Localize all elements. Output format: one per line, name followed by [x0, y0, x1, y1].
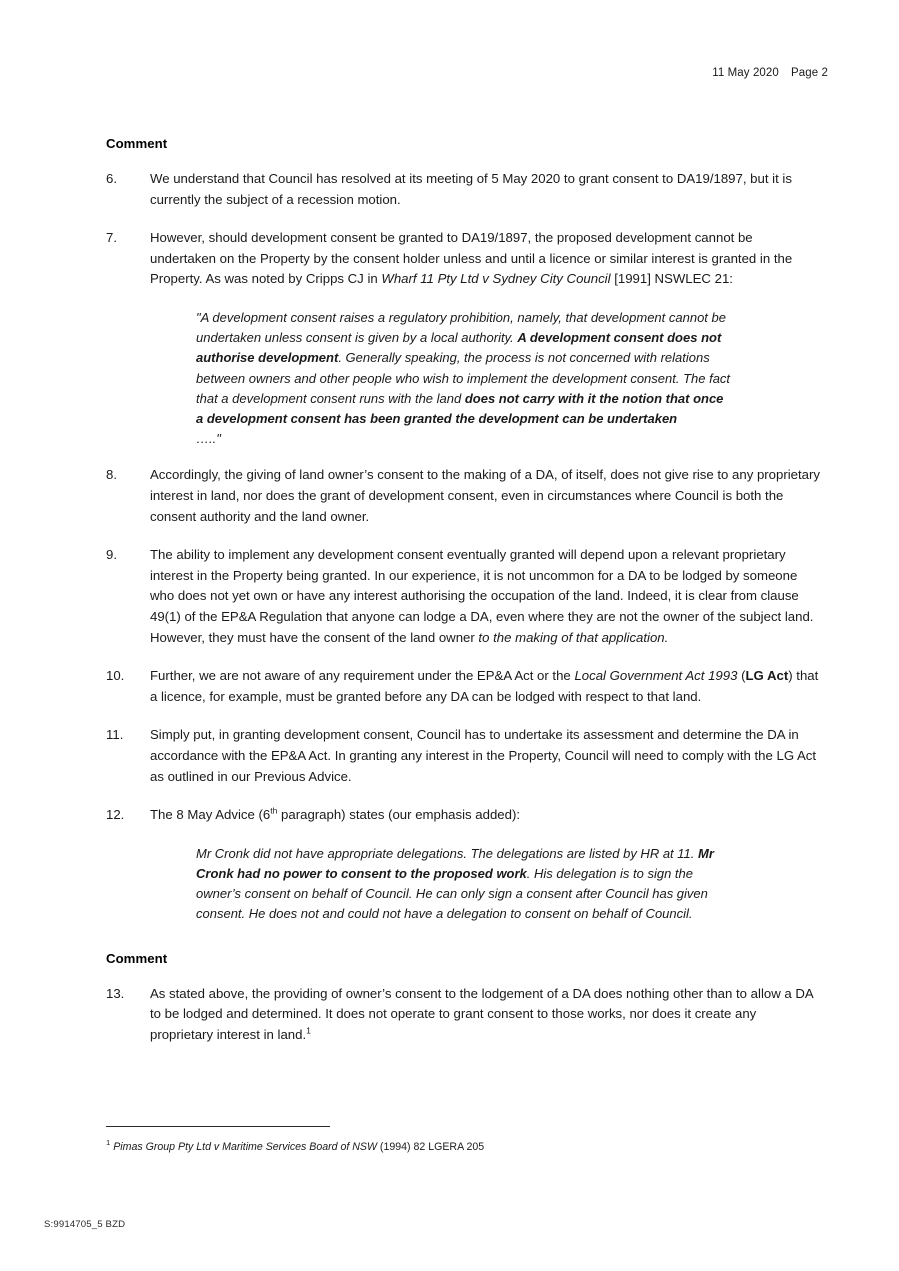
defined-term-lg-act: LG Act: [745, 668, 789, 684]
paragraph-emphasis: to the making of that application.: [478, 629, 669, 645]
quote-tail: . His delegation is to sign the owner’s consent on behalf of Council. He can only sign a consent after Council has given consent. He does not and could not have a delegation to consent on behalf of Council.: [196, 865, 708, 922]
paragraph-text-trail: paragraph) states (our emphasis added):: [277, 807, 521, 823]
quote-emphasis-2: does not carry with it the notion that once a development consent has been granted the development can be undertaken: [196, 390, 724, 426]
footnote-case-name: Pimas Group Pty Ltd v Maritime Services Board of NSW: [113, 1141, 377, 1153]
paragraph-text: [150, 805, 820, 826]
paragraph-text: [150, 984, 820, 1046]
paragraph-9: [106, 545, 820, 648]
paragraph-8: [106, 465, 820, 527]
section-heading-comment-1: Comment: [106, 136, 168, 151]
paragraph-number: 7.: [106, 230, 117, 246]
act-citation-lg-act: Local Government Act 1993: [574, 668, 738, 684]
blockquote-wharf: [196, 308, 732, 449]
document-reference-footer: S:9914705_5 BZD: [44, 1219, 126, 1230]
header-date: 11 May 2020: [712, 67, 779, 79]
case-citation-wharf: Wharf 11 Pty Ltd v Sydney City Council: [381, 271, 611, 287]
paragraph-text-lead: Further, we are not aware of any requirement under the EP&A Act or the: [150, 668, 575, 684]
footnote-reference-marker: 1: [306, 1025, 311, 1036]
quote-middle: . Generally speaking, the process is not concerned with relations between owners and other people who wish to implement the development consent. The fact that a development consent runs with the land: [196, 350, 731, 406]
paragraph-number: 9.: [106, 547, 117, 563]
document-body: [106, 136, 820, 1063]
header-page-number: Page 2: [790, 67, 828, 79]
paragraph-number: 12.: [106, 807, 125, 823]
quote-emphasis-1: A development consent does not authorise development: [196, 330, 722, 366]
paragraph-text-lead: The 8 May Advice (6: [150, 807, 271, 823]
paragraph-7: [106, 228, 820, 290]
quote-open: Mr Cronk did not have appropriate delegations. The delegations are listed by HR at 11.: [196, 845, 698, 861]
blockquote-text: [196, 308, 732, 449]
paragraph-number: 11.: [106, 727, 124, 743]
footnote-citation: (1994) 82 LGERA 205: [376, 1141, 485, 1153]
paragraph-text: [150, 666, 820, 707]
paragraph-number: 10.: [106, 668, 125, 684]
blockquote-text: [196, 844, 732, 925]
page-header: [699, 55, 828, 91]
section-heading-comment-2: Comment: [106, 950, 168, 966]
paragraph-text-lead: As stated above, the providing of owner’s consent to the lodgement of a DA does nothing other than to allow a DA to be lodged and determined. It does not operate to grant consent to those works, nor does it create any proprietary interest in land.: [150, 985, 813, 1042]
paragraph-6: [106, 169, 820, 210]
paragraph-text: We understand that Council has resolved at its meeting of 5 May 2020 to grant consent to DA19/1897, but it is currently the subject of a recession motion.: [150, 171, 792, 207]
paragraph-13: [106, 984, 820, 1046]
paragraph-12: [106, 805, 820, 826]
paragraph-text-trail: ) that a licence, for example, must be granted before any DA can be lodged with respect to that land.: [150, 668, 819, 704]
paragraph-10: [106, 666, 820, 707]
paragraph-number: 13.: [106, 985, 125, 1001]
footnote-marker: 1: [106, 1138, 111, 1148]
paragraph-text: Simply put, in granting development consent, Council has to undertake its assessment and determine the DA in accordance with the EP&A Act. In granting any interest in the Property, Council will need to comply with the LG Act as outlined in our Previous Advice.: [150, 727, 817, 784]
paragraph-text: [150, 228, 820, 290]
quote-open: "A development consent raises a regulatory prohibition, namely, that development cannot be undertaken unless consent is given by a local authority.: [196, 309, 726, 346]
footnote-area: [106, 1126, 820, 1155]
footnote-1: [106, 1140, 820, 1155]
quote-tail: …..": [196, 431, 221, 447]
paragraph-11: [106, 725, 820, 787]
paragraph-text-mid: (: [737, 668, 746, 684]
quote-emphasis-1: Mr Cronk had no power to consent to the proposed work: [196, 845, 714, 881]
paragraph-number: 6.: [106, 171, 117, 186]
footnote-separator-rule: [106, 1126, 330, 1127]
paragraph-text: [150, 545, 820, 648]
paragraph-text: Accordingly, the giving of land owner’s consent to the making of a DA, of itself, does not give rise to any proprietary interest in land, nor does the grant of development consent, even in circumstances where Council is both the consent authority and the land owner.: [150, 467, 820, 524]
ordinal-suffix: th: [270, 805, 278, 816]
paragraph-text-lead: The ability to implement any development consent eventually granted will depend upon a relevant proprietary interest in the Property being granted. In our experience, it is not uncommon for a DA to be lodged by someone who does not yet own or have any interest authorising the occupation of the land. Indeed, it is clear from clause 49(1) of the EP&A Regulation that anyone can lodge a DA, even where they are not the owner of the subject land. However, they must have the consent of the land owner: [150, 547, 814, 645]
blockquote-cronk: [196, 844, 732, 925]
paragraph-text-lead: However, should development consent be granted to DA19/1897, the proposed development cannot be undertaken on the Property by the consent holder unless and until a licence or similar interest is granted in the Property. As was noted by Cripps CJ in: [150, 230, 793, 287]
paragraph-text-trail: [1991] NSWLEC 21:: [610, 271, 733, 287]
paragraph-number: 8.: [106, 467, 117, 483]
